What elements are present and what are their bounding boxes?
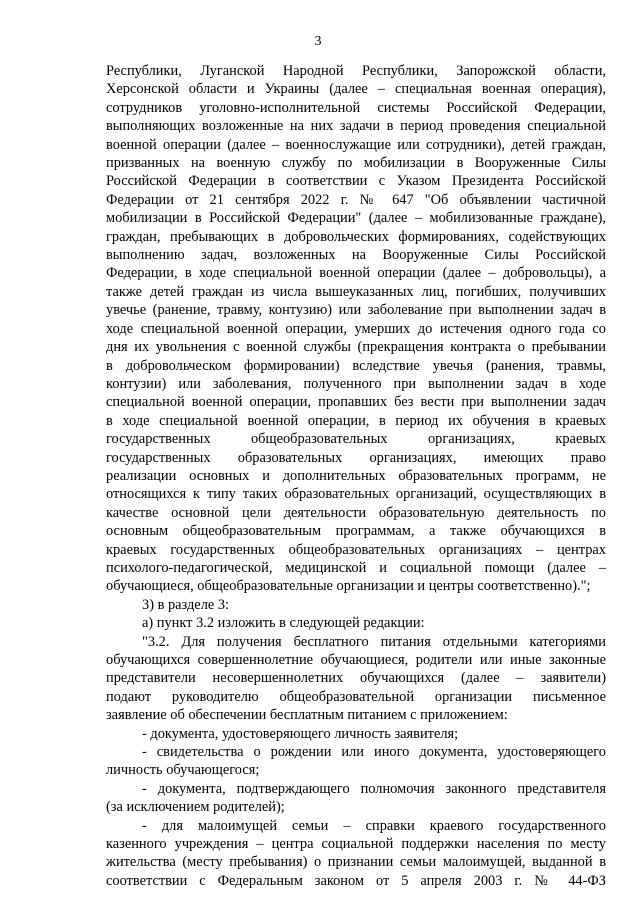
text-line: выполнению задач, возложенных на Вооруженные Силы Российской <box>106 247 606 264</box>
text-line: в добровольческом формировании) вследствие увечья (ранения, травмы, <box>106 357 606 374</box>
text-line: относящихся к типу таких образовательных организаций, осуществляющих в <box>106 486 606 503</box>
text-line: сотрудников уголовно-исполнительной системы Российской Федерации, <box>106 99 606 116</box>
text-line: качестве основной цели деятельности образовательную деятельность по <box>106 504 606 521</box>
document-body <box>106 62 606 890</box>
text-line: краевых государственных общеобразовательных организациях – центрах <box>106 541 606 558</box>
text-line: представители несовершеннолетних обучающихся (далее – заявители) <box>106 670 606 687</box>
text-line: (за исключением родителей); <box>106 799 285 816</box>
text-line: реализации основных и дополнительных образовательных программ, не <box>106 467 606 484</box>
text-line: военной операции (далее – военнослужащие или сотрудники), детей граждан, <box>106 136 606 153</box>
text-line: - документа, удостоверяющего личность заявителя; <box>142 725 459 742</box>
text-line: также детей граждан из числа вышеуказанных лиц, погибших, получивших <box>106 283 606 300</box>
text-line: мобилизации в Российской Федерации" (далее – мобилизованные граждане), <box>106 210 606 227</box>
text-line: психолого-педагогической, медицинской и социальной помощи (далее – <box>106 559 606 576</box>
text-line: государственных образовательных организациях, имеющих право <box>106 449 606 466</box>
text-line: - свидетельства о рождении или иного документа, удостоверяющего <box>142 744 606 761</box>
text-line: Херсонской области и Украины (далее – специальная военная операция), <box>106 81 606 98</box>
text-line: специальной военной операции, пропавших без вести при выполнении задач <box>106 394 606 411</box>
text-line: контузии) или заболевания, полученного при выполнении задач в ходе <box>106 375 606 392</box>
text-line: дня их увольнения с военной службы (прекращения контракта о пребывании <box>106 339 606 356</box>
text-line: Федерации, в ходе специальной военной операции (далее – добровольцы), а <box>106 265 606 282</box>
text-line: основным общеобразовательным программам, а также обучающихся в <box>106 523 606 540</box>
text-line: Российской Федерации в соответствии с Указом Президента Российской <box>106 173 606 190</box>
text-line: соответствии с Федеральным законом от 5 апреля 2003 г. № 44-ФЗ <box>106 872 606 889</box>
text-line: жительства (месту пребывания) о признании семьи малоимущей, выданной в <box>106 854 606 871</box>
text-line: ходе специальной военной операции, умерших до истечения одного года со <box>106 320 606 337</box>
text-line: обучающиеся, общеобразовательные организации и центры соответственно)."; <box>106 578 591 595</box>
text-line: Республики, Луганской Народной Республики, Запорожской области, <box>106 63 606 79</box>
page-number: 3 <box>314 34 322 49</box>
text-line: 3) в разделе 3: <box>142 596 230 613</box>
text-line: подают руководителю общеобразовательной организации письменное <box>106 688 606 705</box>
text-line: заявление об обеспечении бесплатным питанием с приложением: <box>106 707 508 724</box>
text-line: граждан, пребывающих в добровольческих формированиях, содействующих <box>106 228 606 245</box>
text-line: - документа, подтверждающего полномочия законного представителя <box>142 780 606 797</box>
text-line: обучающихся совершеннолетние обучающиеся, родители или иные законные <box>106 652 606 668</box>
text-line: призванных на военную службу по мобилизации в Вооруженные Силы <box>106 155 606 172</box>
text-line: в ходе специальной военной операции, в период их обучения в краевых <box>106 412 606 429</box>
text-line: - для малоимущей семьи – справки краевого государственного <box>142 817 606 834</box>
text-line: Федерации от 21 сентября 2022 г. № 647 "Об объявлении частичной <box>106 191 606 208</box>
text-line: казенного учреждения – центра социальной поддержки населения по месту <box>106 836 606 853</box>
text-line: увечье (ранение, травму, контузию) или заболевание при выполнении задач в <box>106 302 606 319</box>
text-line: государственных общеобразовательных организациях, краевых <box>106 431 606 448</box>
text-line: выполняющих возложенные на них задачи в период проведения специальной <box>106 118 606 135</box>
text-line: а) пункт 3.2 изложить в следующей редакции: <box>142 615 425 632</box>
text-line: "3.2. Для получения бесплатного питания отдельными категориями <box>142 633 606 650</box>
text-line: личность обучающегося; <box>106 762 260 779</box>
